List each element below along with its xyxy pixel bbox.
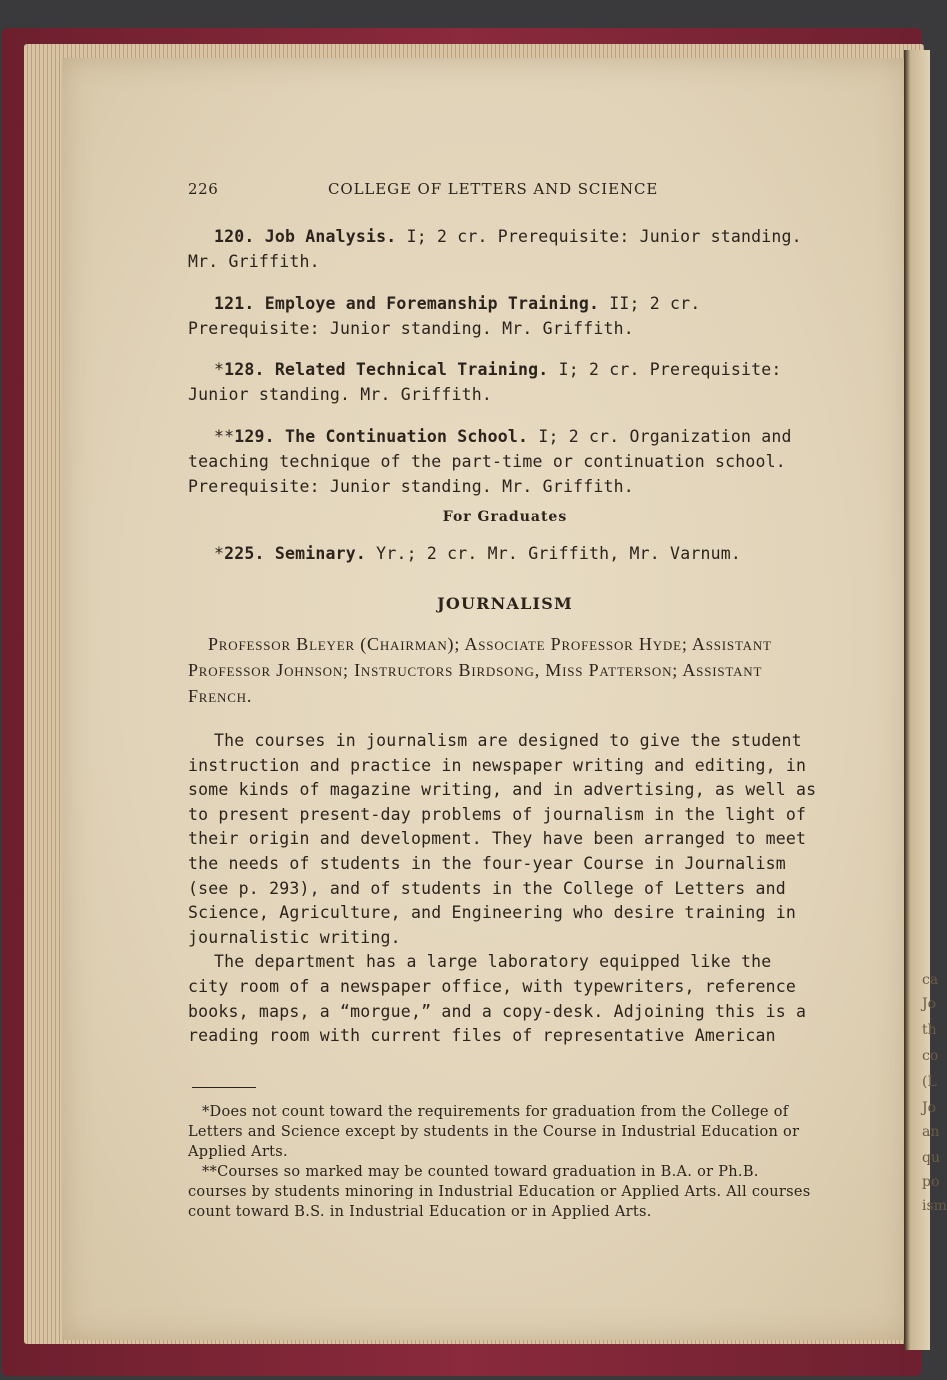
course-details: I; 2 cr. Prerequisite: Junior standing. Mr. Griffith. (188, 360, 782, 404)
course-entry (188, 357, 822, 407)
footnote-rule (192, 1087, 256, 1088)
body-paragraph: The courses in journalism are designed to give the student instruction and practice in newspaper writing and editing, in some kinds of magazine writing, and in advertising, as well as to present present-day problems of journalism in the light of their origin and development. They have been arranged to meet the needs of students in the four-year Course in Journalism (see p. 293), and of students in the College of Letters and Science, Agriculture, and Engineering who desire training in journalistic writing. (188, 731, 817, 947)
course-title: Seminary. (274, 544, 367, 563)
course-title: Employe and Foremanship Training. (264, 293, 600, 313)
running-title: COLLEGE OF LETTERS AND SCIENCE (328, 180, 659, 198)
course-entry (188, 541, 822, 566)
course-mark: * (214, 360, 225, 379)
course-number: 128. (224, 360, 265, 379)
graduates-heading: For Graduates (442, 508, 568, 525)
facing-fragment: (L (922, 1074, 937, 1090)
page-number: 226 (188, 180, 219, 198)
facing-fragment: po (922, 1174, 940, 1190)
facing-fragment: ism (922, 1198, 947, 1214)
course-entry (188, 424, 822, 499)
course-mark: * (214, 544, 225, 563)
course-details: I; 2 cr. Prerequisite: Junior standing. Mr. Griffith. (188, 227, 802, 271)
facing-fragment: qu (922, 1150, 940, 1166)
course-number: 121. (214, 293, 255, 313)
course-entry (188, 224, 822, 274)
running-head (188, 180, 822, 198)
footnote: *Does not count toward the requirements for graduation from the College of Letters and Science except by students in the Course in Industrial Education or Applied Arts. (188, 1103, 800, 1160)
course-details: II; 2 cr. Prerequisite: Junior standing. Mr. Griffith. (188, 293, 701, 338)
department-heading: JOURNALISM (437, 594, 573, 613)
course-mark: ** (214, 426, 235, 446)
facing-fragment: Jo (922, 996, 937, 1012)
body-paragraph: The department has a large laboratory equipped like the city room of a newspaper office, with typewriters, reference books, maps, a “morgue,” and a copy-desk. Adjoining this is a reading room with current files of representative American (188, 952, 807, 1046)
department-staff: Professor Bleyer (Chairman); Associate Professor Hyde; Assistant Professor Johnson; Instructors Birdsong, Miss Patterson; Assistant French. (188, 634, 772, 706)
facing-fragment: an (922, 1124, 940, 1140)
facing-fragment: th (922, 1022, 937, 1038)
facing-fragment: ca (922, 972, 939, 988)
footnote: **Courses so marked may be counted toward graduation in B.A. or Ph.B. courses by students minoring in Industrial Education or Applied Arts. All courses count toward B.S. in Industrial Education or in Applied Arts. (188, 1163, 811, 1220)
page-text (188, 180, 822, 1222)
course-number: 120. (214, 227, 255, 246)
course-entry (188, 291, 822, 341)
facing-fragment: co (922, 1048, 939, 1064)
course-number: 129. (234, 426, 275, 446)
course-title: Related Technical Training. (274, 360, 549, 379)
course-title: The Continuation School. (284, 426, 529, 446)
course-number: 225. (224, 544, 265, 563)
course-title: Job Analysis. (264, 227, 397, 246)
course-details: I; 2 cr. Organization and teaching technique of the part-time or continuation school. Prerequisite: Junior standing. Mr. Griffith. (188, 426, 792, 496)
facing-fragment: Jo (922, 1100, 937, 1116)
course-details: Yr.; 2 cr. Mr. Griffith, Mr. Varnum. (366, 544, 741, 563)
